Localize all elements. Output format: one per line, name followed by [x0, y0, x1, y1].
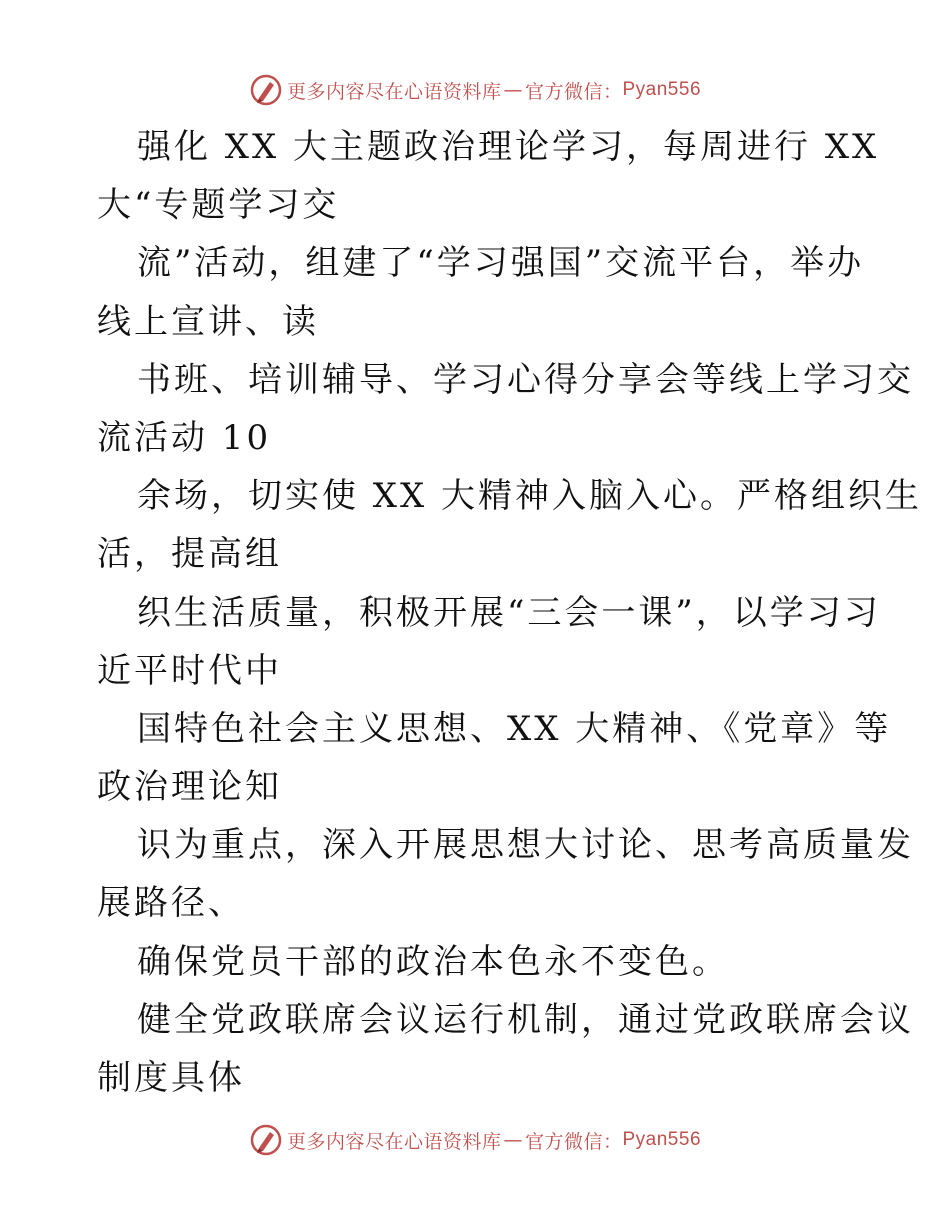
watermark-account: Pyan556: [622, 1129, 702, 1150]
text-line: 制度具体: [97, 1058, 245, 1098]
text-line: 强化 XX 大主题政治理论学习，每周进行 XX: [137, 127, 880, 167]
text-line: 活，提高组: [97, 534, 282, 575]
text-line: 国特色社会主义思想、XX 大精神、《党章》等: [137, 708, 892, 749]
text-line: 流活动 10: [97, 417, 272, 458]
watermark-site-text: 更多内容尽在心语资料库: [286, 1130, 502, 1153]
text-line: 流”活动，组建了“学习强国”交流平台，举办: [137, 243, 865, 284]
text-line: 线上宣讲、读: [97, 301, 319, 342]
watermark-site-text: 更多内容尽在心语资料库: [286, 80, 502, 103]
watermark-label: 官方微信：: [524, 80, 623, 103]
text-line: 健全党政联席会议运行机制，通过党政联席会议: [137, 999, 914, 1040]
text-line: 大“专题学习交: [97, 185, 340, 226]
text-line: 书班、培训辅导、学习心得分享会等线上学习交: [137, 359, 914, 400]
header-watermark: [0, 70, 950, 110]
text-line: 近平时代中: [97, 650, 282, 691]
text-line: 织生活质量，积极开展“三会一课”，以学习习: [137, 592, 881, 633]
footer-watermark: [0, 1120, 950, 1160]
watermark-dash: —: [503, 1129, 523, 1151]
watermark-label: 官方微信：: [524, 1130, 623, 1153]
watermark-account: Pyan556: [622, 79, 702, 100]
text-line: 政治理论知: [97, 767, 282, 808]
watermark-dash: —: [503, 79, 523, 101]
text-line: 余场，切实使 XX 大精神入脑入心。严格组织生: [137, 476, 923, 517]
text-line: 展路径、: [97, 883, 245, 924]
document-body: [97, 118, 923, 1107]
pen-logo-icon: [249, 73, 283, 107]
text-line: 识为重点，深入开展思想大讨论、思考高质量发: [137, 825, 914, 866]
text-line: 确保党员干部的政治本色永不变色。: [137, 941, 729, 982]
pen-logo-icon: [249, 1123, 283, 1157]
